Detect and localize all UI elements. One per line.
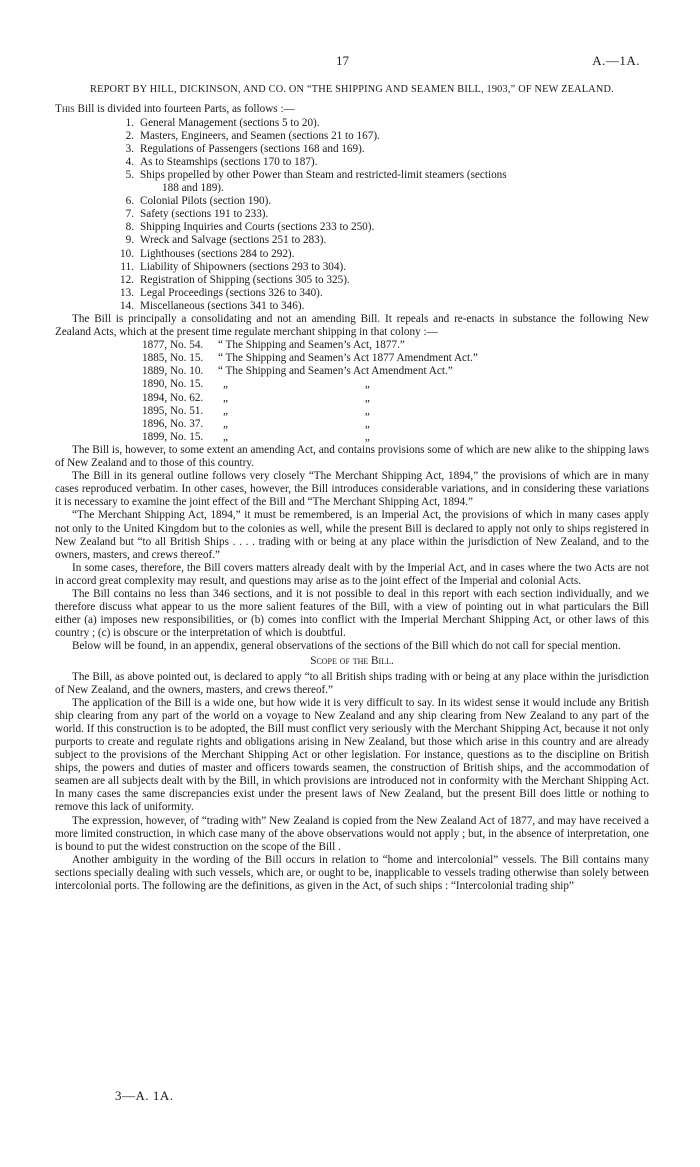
parts-list (55, 117, 649, 313)
part-text (140, 248, 649, 261)
act-year: 1896, No. 37. (142, 417, 204, 430)
part-item (55, 221, 649, 234)
act-year: 1890, No. 15. (142, 378, 204, 391)
body-paragraphs-b (55, 671, 649, 894)
part-text (140, 169, 649, 195)
act-row (142, 392, 478, 405)
part-text-line: Lighthouses (sections 284 to 292). (140, 247, 295, 260)
part-text (140, 300, 649, 313)
act-row (142, 418, 478, 431)
part-text-line: Masters, Engineers, and Seamen (sections 21 to 167). (140, 129, 380, 142)
page-header (0, 54, 700, 70)
part-text-line: Shipping Inquiries and Courts (sections 233 to 250). (140, 221, 375, 234)
intro-paragraph (55, 103, 649, 116)
part-text-continued: 188 and 189). (162, 182, 224, 195)
act-row (142, 378, 478, 391)
part-text (140, 221, 649, 234)
part-number: 12. (120, 273, 134, 286)
ditto-mark: „ (364, 404, 370, 417)
part-item (55, 156, 649, 169)
body-paragraph: The Bill in its general outline follows very closely “The Merchant Shipping Act, 1894,” the provisions of which are in many cases reproduced verbatim. In other cases, however, the Bill introduces considerable variations, and in considering these variations it is necessary to examine the joint effect of the Bill and “The Merchant Shipping Act, 1894.” (55, 470, 649, 509)
body-paragraph: The expression, however, of “trading with” New Zealand is copied from the New Zealand Act of 1877, and may have received a more limited construction, in which case many of the above observations would not apply ; but, in the absence of interpretation, one is bound to put the widest construction on the scope of the Bill . (55, 814, 649, 853)
part-text (140, 287, 649, 300)
part-number: 5. (125, 168, 134, 181)
body-paragraph: In some cases, therefore, the Bill covers matters already dealt with by the Imperial Act, and in cases where the two Acts are not in accord great complexity may result, and questions may arise as to the joint effect of the Imperial and colonial Acts. (55, 561, 649, 587)
part-number: 11. (120, 260, 134, 273)
ditto-mark: „ (364, 391, 370, 404)
act-row (142, 405, 478, 418)
act-year: 1894, No. 62. (142, 391, 204, 404)
part-number: 10. (120, 247, 134, 260)
part-item (55, 234, 649, 247)
part-text-line: Registration of Shipping (sections 305 to 325). (140, 273, 350, 286)
part-text (140, 261, 649, 274)
part-text-line: General Management (sections 5 to 20). (140, 116, 320, 129)
report-title: REPORT BY HILL, DICKINSON, AND CO. ON “THE SHIPPING AND SEAMEN BILL, 1903,” OF NEW ZEALAND. (90, 84, 614, 95)
part-text (140, 195, 649, 208)
act-row (142, 352, 478, 365)
ditto-mark: „ (223, 404, 228, 417)
act-year: 1895, No. 51. (142, 404, 204, 417)
part-text-line: Colonial Pilots (section 190). (140, 195, 272, 208)
body-paragraph: The application of the Bill is a wide one, but how wide it is very difficult to say. In its widest sense it would include any British ship clearing from any part of the world on a voyage to New Zealand and any ship clearing from New Zealand to any part of the world. If this construction is to be adopted, the Bill must conflict very seriously with the Merchant Shipping Act, because it not only purports to create and regulate rights and obligations arising in New Zealand, but those which arise in this country and are already subject to the provisions of the Merchant Shipping Act or other legislation. For instance, questions as to the discipline on British ships, the powers and duties of master and officers towards seamen, the construction of British ships, and the accommodation of seamen are all subjects dealt with by the Bill, in which provisions are introduced not in conformity with the Merchant Shipping Act. In many cases the same discrepancies exist under the present laws of New Zealand, but the present Bill does little or nothing to remove this lack of uniformity. (55, 696, 649, 814)
part-number: 7. (125, 208, 134, 221)
part-number: 9. (125, 234, 134, 247)
act-title: “ The Shipping and Seamen’s Act 1877 Amendment Act.” (218, 352, 478, 365)
intro-text: Bill is divided into fourteen Parts, as follows :— (74, 102, 295, 115)
part-number: 6. (125, 195, 134, 208)
part-number: 8. (125, 221, 134, 234)
acts-table (142, 339, 478, 444)
body-paragraph: “The Merchant Shipping Act, 1894,” it must be remembered, is an Imperial Act, the provisions of which in many cases apply not only to the United Kingdom but to the colonies as well, while the present Bill is declared to apply not only to ships registered in New Zealand but “to all British Ships . . . . trading with or being at any place within the jurisdiction of New Zealand, and to the owners, masters, and crews thereof.” (55, 509, 649, 561)
act-year: 1877, No. 54. (142, 339, 204, 352)
consolidating-paragraph: The Bill is principally a consolidating and not an amending Bill. It repeals and re-enacts in substance the following New Zealand Acts, which at the present time regulate merchant shipping in that colony :— (55, 313, 649, 339)
part-text (140, 274, 649, 287)
part-text (140, 117, 649, 130)
part-item (55, 117, 649, 130)
act-title: “ The Shipping and Seamen’s Act, 1877.” (218, 339, 405, 352)
page-reference: A.—1A. (592, 53, 640, 68)
body-paragraphs-a (55, 444, 649, 654)
part-text-line: Ships propelled by other Power than Steam and restricted-limit steamers (sections (140, 168, 507, 181)
scope-heading: Scope of the Bill. (310, 655, 394, 668)
body-paragraph: Another ambiguity in the wording of the Bill occurs in relation to “home and intercolonial” vessels. The Bill contains many sections specially dealing with such vessels, which are, or ought to be, inapplicable to vessels trading otherwise than solely between intercolonial ports. The following are the definitions, as given in the Act, of such ships : “Intercolonial trading ship” (55, 853, 649, 893)
part-text (140, 130, 649, 143)
part-number: 14. (120, 299, 134, 312)
part-item (55, 261, 649, 274)
part-item (55, 130, 649, 143)
act-row (142, 431, 478, 444)
part-text-line: Regulations of Passengers (sections 168 and 169). (140, 142, 365, 155)
part-text (140, 234, 649, 247)
part-text-line: Safety (sections 191 to 233). (140, 208, 269, 221)
ditto-mark: „ (364, 417, 370, 430)
part-text-line: Miscellaneous (sections 341 to 346). (140, 299, 305, 312)
part-item (55, 143, 649, 156)
intro-lead-word: This (55, 102, 75, 115)
part-item (55, 274, 649, 287)
part-number: 2. (125, 129, 134, 142)
act-year: 1889, No. 10. (142, 365, 204, 378)
part-item (55, 208, 649, 221)
part-number: 13. (120, 286, 134, 299)
act-year: 1899, No. 15. (142, 430, 204, 443)
page-number: 17 (336, 53, 349, 68)
body-paragraph: The Bill contains no less than 346 sections, and it is not possible to deal in this report with each section individually, and we therefore discuss what appear to us the more salient features of the Bill, with a view of pointing out in what particulars the Bill either (a) imposes new responsibilities, or (b) comes into conflict with the Imperial Merchant Shipping Act, or other laws of this country ; (c) is obscure or the interpretation of which is doubtful. (55, 587, 649, 640)
act-title: “ The Shipping and Seamen’s Act Amendment Act.” (218, 365, 453, 378)
part-text (140, 156, 649, 169)
body-paragraph: The Bill, as above pointed out, is declared to apply “to all British ships trading with or being at any place within the jurisdiction of New Zealand, and the owners, masters, and crews thereof.” (55, 670, 649, 696)
part-item (55, 248, 649, 261)
part-item (55, 169, 649, 195)
part-text (140, 208, 649, 221)
act-year: 1885, No. 15. (142, 352, 204, 365)
part-text-line: Wreck and Salvage (sections 251 to 283). (140, 234, 327, 247)
document-body (55, 84, 649, 893)
ditto-mark: „ (223, 391, 228, 404)
body-paragraph: Below will be found, in an appendix, general observations of the sections of the Bill which do not call for special mention. (72, 640, 621, 653)
ditto-mark: „ (364, 430, 370, 443)
ditto-mark: „ (223, 378, 228, 391)
part-item (55, 287, 649, 300)
part-text-line: Legal Proceedings (sections 326 to 340). (140, 286, 323, 299)
part-text-line: Liability of Shipowners (sections 293 to 304). (140, 260, 347, 273)
part-item (55, 300, 649, 313)
footer-signature: 3—A. 1A. (115, 1088, 174, 1103)
part-text-line: As to Steamships (sections 170 to 187). (140, 155, 318, 168)
ditto-mark: „ (364, 378, 370, 391)
act-row (142, 339, 478, 352)
part-number: 3. (125, 142, 134, 155)
body-paragraph: The Bill is, however, to some extent an amending Act, and contains provisions some of which are new alike to the shipping laws of New Zealand and to those of this country. (55, 443, 649, 470)
ditto-mark: „ (223, 417, 228, 430)
part-item (55, 195, 649, 208)
act-row (142, 365, 478, 378)
part-text (140, 143, 649, 156)
ditto-mark: „ (223, 430, 228, 443)
part-number: 4. (125, 155, 134, 168)
part-number: 1. (125, 116, 134, 129)
